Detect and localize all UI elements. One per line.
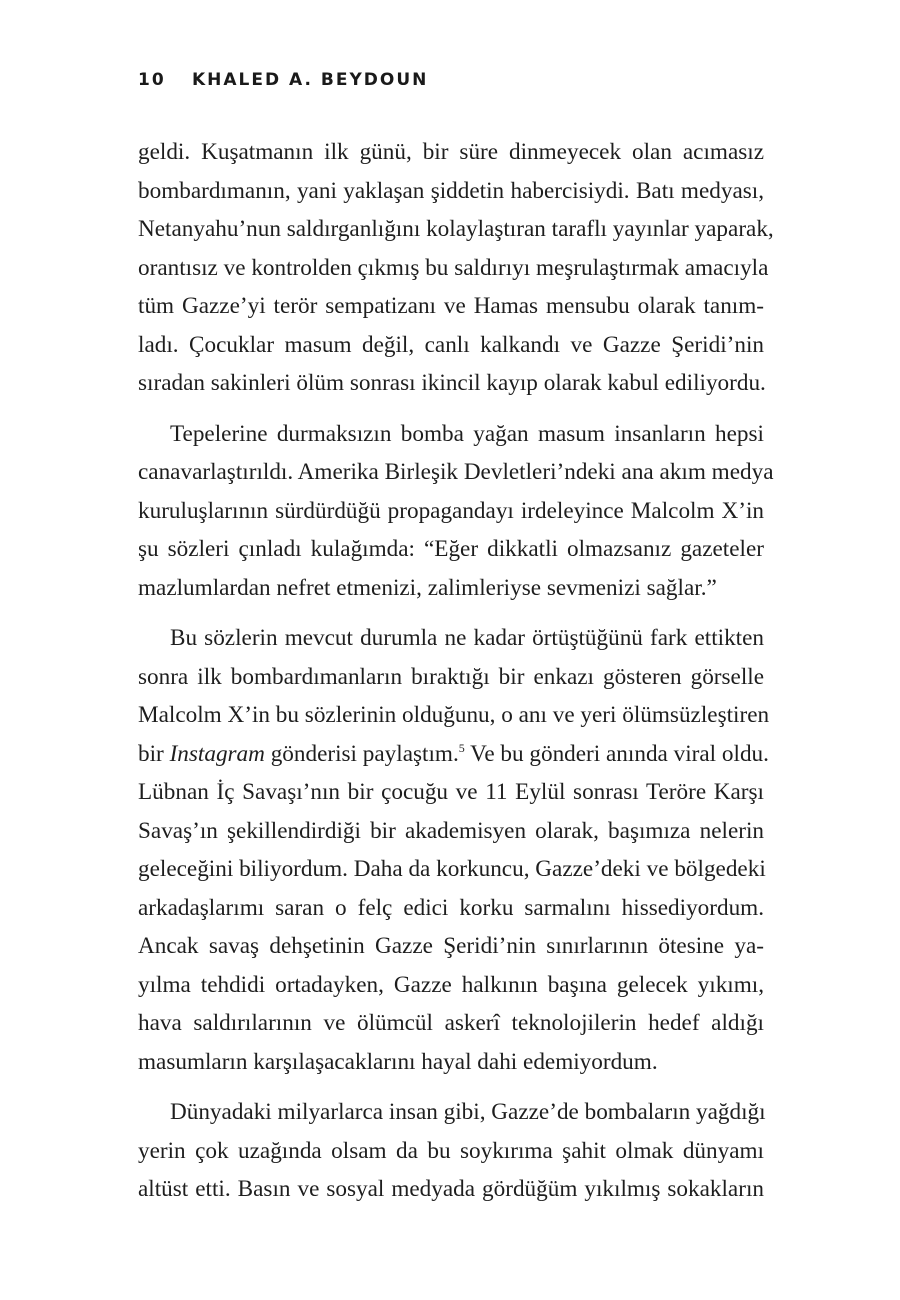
text-line [138, 1043, 764, 1082]
text-line [138, 619, 764, 658]
line-text: geldi. Kuşatmanın ilk günü, bir süre dinmeyecek olan acımasız [138, 139, 764, 165]
text-line [138, 1004, 764, 1043]
line-text: Ve bu gönderi anında viral oldu. [464, 740, 769, 767]
line-text: şu sözleri çınladı kulağımda: “Eğer dikkatli olmazsanız gazeteler [138, 536, 764, 562]
text-line [138, 1132, 764, 1171]
line-text: canavarlaştırıldı. Amerika Birleşik Devletleri’ndeki ana akım medya [138, 459, 774, 485]
line-text: yerin çok uzağında olsam da bu soykırıma şahit olmak dünyamı [138, 1137, 764, 1164]
line-text: Malcolm X’in bu sözlerinin olduğunu, o anı ve yeri ölümsüzleştiren [138, 702, 770, 728]
line-text: bombardımanın, yani yaklaşan şiddetin habercisiydi. Batı medyası, [138, 177, 764, 204]
text-line [138, 210, 774, 249]
line-text: sonra ilk bombardımanların bıraktığı bir enkazı gösteren görselle [138, 663, 764, 690]
text-line [138, 172, 764, 211]
body-text [138, 133, 774, 1221]
paragraph [138, 1093, 764, 1209]
text-line [138, 453, 774, 492]
text-line [138, 287, 764, 326]
text-line [138, 889, 764, 928]
line-text: kuruluşlarının sürdürdüğü propagandayı irdeleyince Malcolm X’in [138, 497, 764, 524]
text-line [138, 530, 764, 569]
text-line [138, 1170, 764, 1209]
line-text: Lübnan İç Savaşı’nın bir çocuğu ve 11 Eylül sonrası Teröre Karşı [138, 779, 764, 805]
line-text: masumların karşılaşacaklarını hayal dahi edemiyordum. [138, 1048, 658, 1075]
text-line [138, 850, 764, 889]
line-text: altüst etti. Basın ve sosyal medyada gördüğüm yıkılmış sokakların [138, 1176, 764, 1202]
line-text: Tepelerine durmaksızın bomba yağan masum insanların hepsi [170, 420, 764, 447]
line-text: bir [138, 740, 170, 767]
paragraph [138, 415, 774, 608]
text-line [138, 364, 764, 403]
text-line [138, 569, 764, 608]
text-line [138, 249, 769, 288]
line-text: Dünyadaki milyarlarca insan gibi, Gazze’de bombaların yağdığı [170, 1099, 766, 1125]
text-line [138, 492, 764, 531]
text-line [138, 415, 764, 454]
footnote-marker[interactable]: 5 [458, 740, 465, 755]
text-line [138, 773, 764, 812]
author-name: KHALED A. BEYDOUN [192, 70, 429, 90]
paragraph [138, 619, 770, 1081]
line-text: Bu sözlerin mevcut durumla ne kadar örtüştüğünü fark ettikten [170, 625, 764, 651]
text-line [138, 133, 764, 172]
italic-term: Instagram [169, 740, 265, 767]
paragraph [138, 133, 774, 403]
line-text: orantısız ve kontrolden çıkmış bu saldırıyı meşrulaştırmak amacıyla [138, 254, 769, 281]
page-number: 10 [138, 70, 166, 90]
text-line [138, 1093, 764, 1132]
line-text: gönderisi paylaştım. [264, 740, 459, 767]
line-text: hava saldırılarının ve ölümcül askerî teknolojilerin hedef aldığı [138, 1010, 764, 1036]
line-text: Savaş’ın şekillendirdiği bir akademisyen olarak, başımıza nelerin [138, 817, 764, 844]
text-line [138, 735, 769, 774]
line-text: geleceğini biliyordum. Daha da korkuncu, Gazze’deki ve bölgedeki [138, 856, 766, 882]
line-text: Ancak savaş dehşetinin Gazze Şeridi’nin sınırlarının ötesine ya- [138, 933, 764, 959]
line-text: ladı. Çocuklar masum değil, canlı kalkandı ve Gazze Şeridi’nin [138, 331, 764, 358]
text-line [138, 696, 770, 735]
line-text: Netanyahu’nun saldırganlığını kolaylaştıran taraflı yayınlar yaparak, [138, 216, 774, 242]
line-text: yılma tehdidi ortadayken, Gazze halkının başına gelecek yıkımı, [138, 971, 764, 998]
running-head [138, 70, 428, 90]
line-text: mazlumlardan nefret etmenizi, zalimleriyse sevmenizi sağlar.” [138, 574, 717, 601]
text-line [138, 927, 764, 966]
text-line [138, 812, 764, 851]
text-line [138, 966, 764, 1005]
text-line [138, 326, 764, 365]
line-text: sıradan sakinleri ölüm sonrası ikincil kayıp olarak kabul ediliyordu. [138, 370, 766, 396]
line-text: tüm Gazze’yi terör sempatizanı ve Hamas mensubu olarak tanım- [138, 293, 764, 319]
text-line [138, 658, 764, 697]
line-text: arkadaşlarımı saran o felç edici korku sarmalını hissediyordum. [138, 894, 764, 921]
